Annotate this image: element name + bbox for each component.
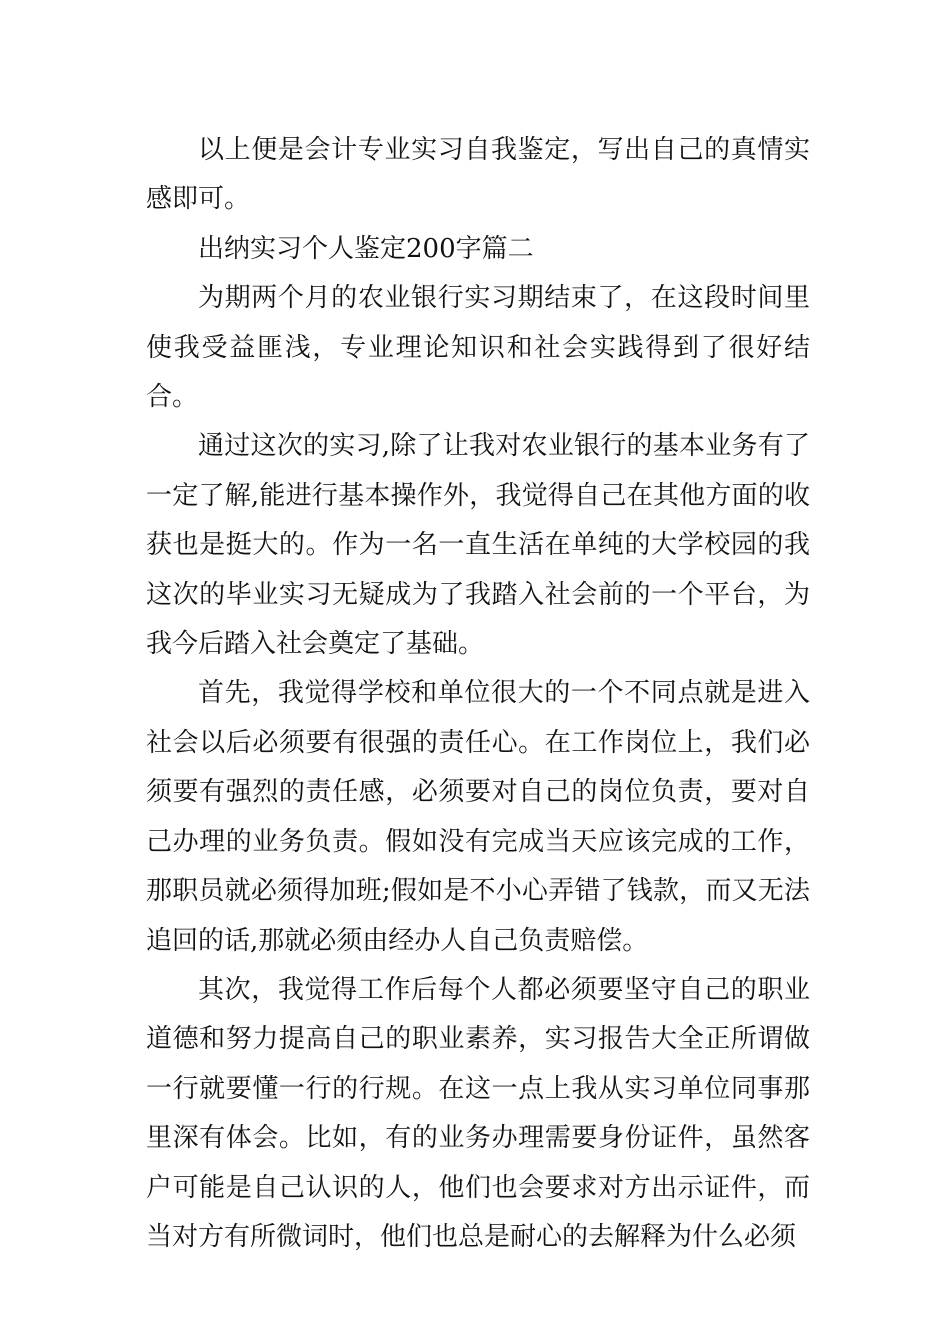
document-body bbox=[146, 126, 810, 1262]
paragraph-internship-gains: 通过这次的实习,除了让我对农业银行的基本业务有了一定了解,能进行基本操作外，我觉得自己在其他方面的收获也是挺大的。作为一名一直生活在单纯的大学校园的我这次的毕业实习无疑成为了我踏入社会前的一个平台，为我今后踏入社会奠定了基础。 bbox=[146, 431, 810, 660]
paragraph-responsibility: 首先，我觉得学校和单位很大的一个不同点就是进入社会以后必须要有很强的责任心。在工作岗位上，我们必须要有强烈的责任感，必须要对自己的岗位负责，要对自己办理的业务负责。假如没有完成当天应该完成的工作，那职员就必须得加班;假如是不小心弄错了钱款，而又无法追回的话,那就必须由经办人自己负责赔偿。 bbox=[146, 678, 810, 956]
paragraph-intro: 为期两个月的农业银行实习期结束了，在这段时间里使我受益匪浅，专业理论知识和社会实践得到了很好结合。 bbox=[146, 283, 810, 413]
section-heading: 出纳实习个人鉴定200字篇二 bbox=[198, 233, 534, 264]
paragraph-professional-ethics: 其次，我觉得工作后每个人都必须要坚守自己的职业道德和努力提高自己的职业素养，实习报告大全正所谓做一行就要懂一行的行规。在这一点上我从实习单位同事那里深有体会。比如，有的业务办理需要身份证件，虽然客户可能是自己认识的人，他们也会要求对方出示证件，而当对方有所微词时，他们也总是耐心的去解释为什么必须 bbox=[146, 974, 810, 1252]
paragraph-conclusion: 以上便是会计专业实习自我鉴定，写出自己的真情实感即可。 bbox=[146, 135, 810, 215]
